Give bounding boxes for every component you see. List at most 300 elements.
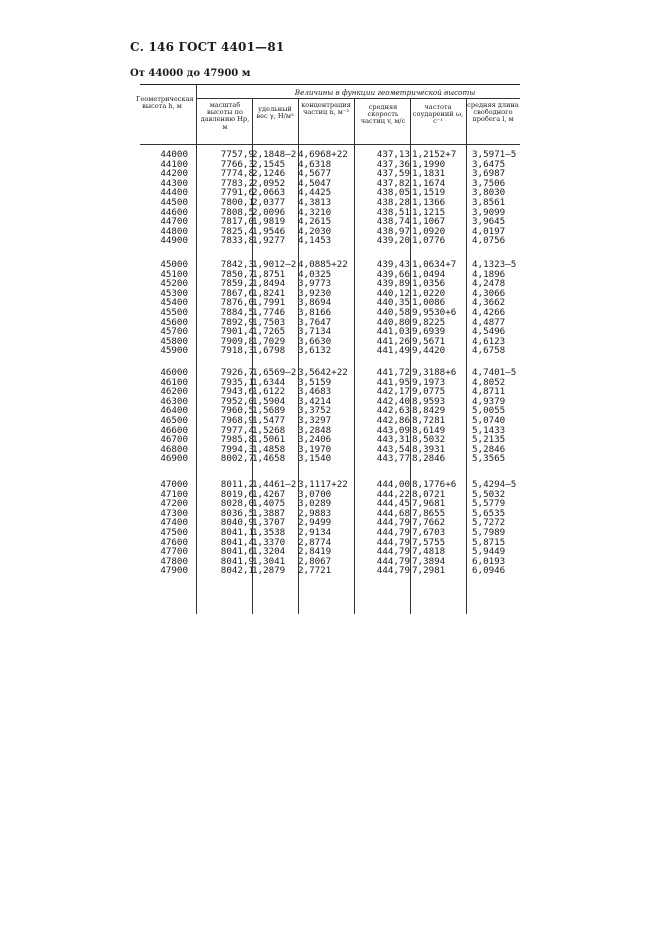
table-cell: 1,9546: [252, 225, 286, 237]
table-cell: 44000: [160, 149, 188, 160]
table-cell: 4,6758: [472, 345, 506, 357]
table-cell: 7884,5: [220, 306, 254, 318]
table-cell: 47700: [160, 546, 188, 558]
table-cell: 45000: [160, 259, 188, 270]
table-cell: 1,3887: [252, 507, 286, 519]
table-cell: 4,1453: [298, 235, 332, 247]
table-cell: 3,6630: [298, 335, 332, 347]
table-cell: 3,4683: [298, 386, 332, 398]
table-cell: 1,3707: [252, 517, 286, 529]
table-cell: 2,0952: [252, 177, 286, 189]
table-cell: 7892,9: [220, 316, 254, 328]
mean-free-path-column: [472, 150, 528, 246]
altitude-column: [140, 150, 188, 246]
table-cell: 1,0920: [412, 225, 446, 237]
table-cell: 4,0885+22: [298, 259, 348, 270]
table-cell: 7800,1: [220, 196, 254, 208]
table-cell: 442,63: [376, 405, 410, 417]
table-cell: 1,6122: [252, 386, 286, 398]
table-cell: 441,72: [376, 367, 410, 378]
table-cell: 4,6123: [472, 335, 506, 347]
table-cell: 45900: [160, 345, 188, 357]
table-cell: 1,4658: [252, 453, 286, 465]
table-cell: 441,03: [376, 326, 410, 338]
table-cell: 9,3188+6: [412, 367, 457, 378]
table-cell: 1,4267: [252, 488, 286, 500]
table-cell: 438,74: [376, 216, 410, 228]
col-header-mean-free-path: средняя длина свободного пробега l, м: [467, 101, 519, 124]
table-cell: 438,51: [376, 206, 410, 218]
table-cell: 7926,7: [220, 367, 254, 378]
table-cell: 5,0740: [472, 414, 506, 426]
table-cell: 45600: [160, 316, 188, 328]
table-cell: 46200: [160, 386, 188, 398]
table-cell: 3,6132: [298, 345, 332, 357]
table-cell: 438,05: [376, 187, 410, 199]
table-cell: 7994,3: [220, 443, 254, 455]
table-cell: 444,00: [376, 479, 410, 490]
table-cell: 1,9277: [252, 235, 286, 247]
table-cell: 3,1540: [298, 453, 332, 465]
table-cell: 7943,6: [220, 386, 254, 398]
table-cell: 1,7029: [252, 335, 286, 347]
table-cell: 5,5032: [472, 488, 506, 500]
table-cell: 47600: [160, 536, 188, 548]
page-header: С. 146 ГОСТ 4401—81: [130, 40, 285, 54]
table-cell: 1,3041: [252, 555, 286, 567]
table-cell: 2,7721: [298, 565, 332, 577]
table-cell: 46600: [160, 424, 188, 436]
table-cell: 8040,9: [220, 517, 254, 529]
table-cell: 439,20: [376, 235, 410, 247]
table-cell: 3,3752: [298, 405, 332, 417]
table-cell: 437,13: [376, 149, 410, 160]
table-cell: 1,8494: [252, 278, 286, 290]
table-cell: 7,2981: [412, 565, 446, 577]
table-cell: 4,3066: [472, 287, 506, 299]
table-cell: 9,6939: [412, 326, 446, 338]
pressure-scale-column: [198, 368, 254, 464]
table-cell: 3,8030: [472, 187, 506, 199]
table-cell: 444,79: [376, 536, 410, 548]
table-cell: 8036,5: [220, 507, 254, 519]
table-cell: 3,5642+22: [298, 367, 348, 378]
table-cell: 1,9012—2: [252, 259, 297, 270]
table-cell: 8002,7: [220, 453, 254, 465]
col-header-mean-velocity: средняя скорость частиц v, м/с: [360, 103, 406, 126]
table-cell: 1,7746: [252, 306, 286, 318]
table-cell: 8028,0: [220, 498, 254, 510]
table-cell: 46900: [160, 453, 188, 465]
table-cell: 3,4214: [298, 395, 332, 407]
mean-free-path-column: [472, 260, 528, 356]
table-cell: 8,3931: [412, 443, 446, 455]
table-cell: 4,2615: [298, 216, 332, 228]
table-cell: 47900: [160, 565, 188, 577]
table-cell: 8019,6: [220, 488, 254, 500]
table-cell: 47300: [160, 507, 188, 519]
table-cell: 3,3297: [298, 414, 332, 426]
table-cell: 8041,4: [220, 536, 254, 548]
table-cell: 5,3565: [472, 453, 506, 465]
table-cell: 7985,8: [220, 434, 254, 446]
table-cell: 1,5904: [252, 395, 286, 407]
table-cell: 44600: [160, 206, 188, 218]
velocity-column: [362, 260, 410, 356]
table-cell: 444,79: [376, 517, 410, 529]
table-cell: 4,3813: [298, 196, 332, 208]
table-cell: 7791,6: [220, 187, 254, 199]
table-cell: 438,28: [376, 196, 410, 208]
table-cell: 1,0086: [412, 297, 446, 309]
table-cell: 3,5159: [298, 376, 332, 388]
table-cell: 2,8419: [298, 546, 332, 558]
table-cell: 5,2846: [472, 443, 506, 455]
table-cell: 45800: [160, 335, 188, 347]
table-cell: 7901,4: [220, 326, 254, 338]
table-cell: 4,4877: [472, 316, 506, 328]
table-cell: 2,0377: [252, 196, 286, 208]
table-cell: 7,8655: [412, 507, 446, 519]
table-cell: 1,5061: [252, 434, 286, 446]
table-cell: 4,1896: [472, 268, 506, 280]
table-cell: 9,5671: [412, 335, 446, 347]
table-cell: 1,0776: [412, 235, 446, 247]
table-cell: 7774,8: [220, 168, 254, 180]
table-cell: 1,5268: [252, 424, 286, 436]
table-cell: 8,8429: [412, 405, 446, 417]
table-cell: 4,5047: [298, 177, 332, 189]
table-cell: 7977,4: [220, 424, 254, 436]
table-cell: 3,1117+22: [298, 479, 348, 490]
table-cell: 5,5779: [472, 498, 506, 510]
table-cell: 442,86: [376, 414, 410, 426]
altitude-column: [140, 368, 188, 464]
table-cell: 46700: [160, 434, 188, 446]
col-rule-1: [196, 84, 197, 614]
table-cell: 9,1973: [412, 376, 446, 388]
table-cell: 45300: [160, 287, 188, 299]
table-cell: 4,3210: [298, 206, 332, 218]
table-cell: 7,7662: [412, 517, 446, 529]
table-cell: 3,7134: [298, 326, 332, 338]
table-cell: 3,9773: [298, 278, 332, 290]
table-cell: 5,7989: [472, 526, 506, 538]
table-cell: 1,0220: [412, 287, 446, 299]
table-cell: 45200: [160, 278, 188, 290]
table-cell: 9,9530+6: [412, 306, 457, 318]
table-cell: 443,77: [376, 453, 410, 465]
mean-free-path-column: [472, 480, 528, 576]
table-cell: 1,6798: [252, 345, 286, 357]
table-cell: 4,4425: [298, 187, 332, 199]
group-header-rule: [196, 98, 520, 99]
table-cell: 7918,3: [220, 345, 254, 357]
altitude-column: [140, 260, 188, 356]
col-header-specific-weight: удельный вес γ, Н/м³: [256, 105, 294, 121]
velocity-column: [362, 150, 410, 246]
table-cell: 44200: [160, 168, 188, 180]
table-cell: 2,0663: [252, 187, 286, 199]
table-cell: 47200: [160, 498, 188, 510]
table-cell: 7783,2: [220, 177, 254, 189]
table-cell: 1,1519: [412, 187, 446, 199]
table-cell: 1,1990: [412, 158, 446, 170]
table-cell: 7,3894: [412, 555, 446, 567]
table-cell: 1,5477: [252, 414, 286, 426]
table-cell: 3,0289: [298, 498, 332, 510]
table-cell: 4,6318: [298, 158, 332, 170]
table-cell: 4,2478: [472, 278, 506, 290]
table-cell: 441,49: [376, 345, 410, 357]
table-cell: 1,3370: [252, 536, 286, 548]
table-cell: 3,2406: [298, 434, 332, 446]
table-cell: 444,22: [376, 488, 410, 500]
table-cell: 444,68: [376, 507, 410, 519]
table-cell: 4,4266: [472, 306, 506, 318]
table-cell: 1,1674: [412, 177, 446, 189]
table-cell: 442,17: [376, 386, 410, 398]
table-cell: 7935,1: [220, 376, 254, 388]
table-cell: 45500: [160, 306, 188, 318]
table-cell: 441,26: [376, 335, 410, 347]
table-cell: 7842,3: [220, 259, 254, 270]
table-cell: 44800: [160, 225, 188, 237]
table-cell: 7,9681: [412, 498, 446, 510]
header-bottom-rule: [140, 144, 520, 145]
collision-frequency-column: [412, 260, 468, 356]
table-cell: 3,7506: [472, 177, 506, 189]
table-cell: 7808,5: [220, 206, 254, 218]
table-cell: 444,79: [376, 555, 410, 567]
table-cell: 4,5677: [298, 168, 332, 180]
table-cell: 47400: [160, 517, 188, 529]
table-cell: 45700: [160, 326, 188, 338]
collision-frequency-column: [412, 368, 468, 464]
table-cell: 5,1433: [472, 424, 506, 436]
table-cell: 5,8715: [472, 536, 506, 548]
altitude-column: [140, 480, 188, 576]
table-cell: 8042,1: [220, 565, 254, 577]
table-cell: 438,97: [376, 225, 410, 237]
collision-frequency-column: [412, 480, 468, 576]
table-cell: 7,5755: [412, 536, 446, 548]
velocity-column: [362, 368, 410, 464]
table-cell: 4,8711: [472, 386, 506, 398]
table-cell: 7817,0: [220, 216, 254, 228]
table-cell: 8,2846: [412, 453, 446, 465]
table-cell: 4,3662: [472, 297, 506, 309]
table-cell: 9,8225: [412, 316, 446, 328]
table-cell: 47500: [160, 526, 188, 538]
table-cell: 3,0700: [298, 488, 332, 500]
table-cell: 1,1831: [412, 168, 446, 180]
table-cell: 4,5496: [472, 326, 506, 338]
table-cell: 3,9099: [472, 206, 506, 218]
table-cell: 44500: [160, 196, 188, 208]
table-cell: 1,0634+7: [412, 259, 457, 270]
table-cell: 7825,4: [220, 225, 254, 237]
table-cell: 2,0096: [252, 206, 286, 218]
group-header-title: Величины в функции геометрической высоты: [294, 88, 476, 97]
table-cell: 1,4461—2: [252, 479, 297, 490]
table-cell: 440,35: [376, 297, 410, 309]
table-cell: 3,9230: [298, 287, 332, 299]
table-cell: 3,7647: [298, 316, 332, 328]
table-cell: 7859,2: [220, 278, 254, 290]
table-cell: 7757,9: [220, 149, 254, 160]
table-cell: 8,1776+6: [412, 479, 457, 490]
col-header-pressure-scale: масштаб высоты по давлению Hp, м: [200, 101, 250, 131]
concentration-column: [298, 480, 354, 576]
table-cell: 1,5689: [252, 405, 286, 417]
table-cell: 1,1215: [412, 206, 446, 218]
table-cell: 1,4858: [252, 443, 286, 455]
table-cell: 1,2152+7: [412, 149, 457, 160]
table-cell: 44900: [160, 235, 188, 247]
col-header-particle-concentration: концентрация частиц n, м⁻³: [301, 101, 351, 117]
table-cell: 9,0775: [412, 386, 446, 398]
table-cell: 7952,0: [220, 395, 254, 407]
table-cell: 44100: [160, 158, 188, 170]
table-cell: 443,31: [376, 434, 410, 446]
table-cell: 8,6149: [412, 424, 446, 436]
table-cell: 4,1323—5: [472, 259, 517, 270]
mean-free-path-column: [472, 368, 528, 464]
table-cell: 46400: [160, 405, 188, 417]
table-cell: 46100: [160, 376, 188, 388]
pressure-scale-column: [198, 150, 254, 246]
col-header-altitude: Геометрическая высота h, м: [136, 95, 194, 111]
specific-weight-column: [252, 149, 297, 247]
table-cell: 1,1067: [412, 216, 446, 228]
table-cell: 7909,8: [220, 335, 254, 347]
col-rule-5: [410, 98, 411, 614]
pressure-scale-column: [198, 480, 254, 576]
table-cell: 439,89: [376, 278, 410, 290]
table-cell: 7876,0: [220, 297, 254, 309]
table-cell: 5,4294—5: [472, 479, 517, 490]
concentration-column: [298, 368, 354, 464]
table-cell: 7,4818: [412, 546, 446, 558]
table-cell: 5,0055: [472, 405, 506, 417]
table-cell: 46000: [160, 367, 188, 378]
table-cell: 1,3538: [252, 526, 286, 538]
collision-frequency-column: [412, 150, 468, 246]
col-rule-4: [354, 98, 355, 614]
table-cell: 443,54: [376, 443, 410, 455]
table-cell: 7850,7: [220, 268, 254, 280]
concentration-column: [298, 150, 354, 246]
table-cell: 444,79: [376, 526, 410, 538]
table-cell: 2,9134: [298, 526, 332, 538]
table-cell: 45400: [160, 297, 188, 309]
table-cell: 4,0756: [472, 235, 506, 247]
table-cell: 7968,9: [220, 414, 254, 426]
table-cell: 2,9883: [298, 507, 332, 519]
col-header-collision-frequency: частота соударений ω, с⁻¹: [412, 103, 464, 126]
table-cell: 1,8241: [252, 287, 286, 299]
table-cell: 8,9593: [412, 395, 446, 407]
table-cell: 2,8774: [298, 536, 332, 548]
table-cell: 440,80: [376, 316, 410, 328]
table-cell: 1,6344: [252, 376, 286, 388]
table-cell: 4,8052: [472, 376, 506, 388]
table-cell: 1,0356: [412, 278, 446, 290]
table-cell: 4,0325: [298, 268, 332, 280]
table-cell: 3,6475: [472, 158, 506, 170]
altitude-range-label: От 44000 до 47900 м: [130, 68, 251, 79]
table-cell: 46800: [160, 443, 188, 455]
table-cell: 437,36: [376, 158, 410, 170]
table-cell: 3,6987: [472, 168, 506, 180]
table-cell: 44300: [160, 177, 188, 189]
table-cell: 1,7503: [252, 316, 286, 328]
table-cell: 1,2879: [252, 565, 286, 577]
table-cell: 443,09: [376, 424, 410, 436]
table-cell: 3,8694: [298, 297, 332, 309]
table-cell: 5,7272: [472, 517, 506, 529]
table-cell: 4,2030: [298, 225, 332, 237]
table-cell: 437,59: [376, 168, 410, 180]
table-cell: 3,8561: [472, 196, 506, 208]
table-cell: 442,40: [376, 395, 410, 407]
table-cell: 7960,5: [220, 405, 254, 417]
table-cell: 4,7401—5: [472, 367, 517, 378]
table-cell: 3,8166: [298, 306, 332, 318]
table-cell: 5,2135: [472, 434, 506, 446]
table-cell: 2,8067: [298, 555, 332, 567]
table-cell: 47000: [160, 479, 188, 490]
table-cell: 8,0721: [412, 488, 446, 500]
table-cell: 1,0494: [412, 268, 446, 280]
table-cell: 4,6968+22: [298, 149, 348, 160]
table-cell: 45100: [160, 268, 188, 280]
table-cell: 8041,6: [220, 546, 254, 558]
table-cell: 8041,9: [220, 555, 254, 567]
table-cell: 46300: [160, 395, 188, 407]
table-cell: 8,5032: [412, 434, 446, 446]
table-cell: 46500: [160, 414, 188, 426]
table-cell: 2,9499: [298, 517, 332, 529]
table-cell: 2,1848—2: [252, 149, 297, 160]
table-cell: 1,1366: [412, 196, 446, 208]
table-cell: 439,43: [376, 259, 410, 270]
table-cell: 1,9819: [252, 216, 286, 228]
table-cell: 8,7281: [412, 414, 446, 426]
table-cell: 44400: [160, 187, 188, 199]
table-cell: 3,2848: [298, 424, 332, 436]
table-cell: 8041,1: [220, 526, 254, 538]
table-cell: 4,0197: [472, 225, 506, 237]
table-cell: 44700: [160, 216, 188, 228]
table-cell: 6,0193: [472, 555, 506, 567]
table-cell: 5,9449: [472, 546, 506, 558]
table-cell: 1,7991: [252, 297, 286, 309]
table-cell: 444,79: [376, 565, 410, 577]
table-cell: 5,6535: [472, 507, 506, 519]
table-cell: 1,6569—2: [252, 367, 297, 378]
table-cell: 2,1246: [252, 168, 286, 180]
table-cell: 444,79: [376, 546, 410, 558]
table-cell: 2,1545: [252, 158, 286, 170]
velocity-column: [362, 480, 410, 576]
table-cell: 1,4075: [252, 498, 286, 510]
specific-weight-column: [252, 259, 297, 357]
table-cell: 440,12: [376, 287, 410, 299]
table-cell: 441,95: [376, 376, 410, 388]
table-cell: 3,5971—5: [472, 149, 517, 160]
